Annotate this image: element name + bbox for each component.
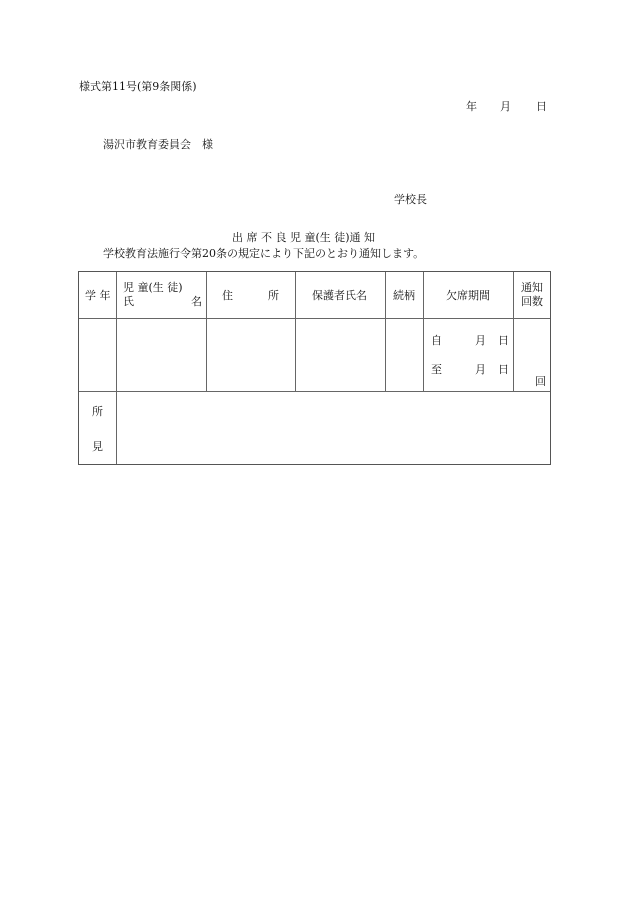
period-to-month: 月 xyxy=(475,363,486,376)
header-absence-period: 欠席期間 xyxy=(446,289,490,302)
intro-text: 学校教育法施行令第20条の規定により下記のとおり通知します。 xyxy=(103,247,425,260)
addressee: 湯沢市教育委員会 様 xyxy=(103,138,213,151)
count-unit: 回 xyxy=(535,375,546,388)
date-month: 月 xyxy=(500,100,511,113)
period-from-month: 月 xyxy=(475,334,486,347)
header-address-right: 所 xyxy=(268,289,279,302)
period-to: 至 xyxy=(431,363,442,376)
header-guardian: 保護者氏名 xyxy=(312,289,367,302)
col-divider xyxy=(295,272,296,392)
period-from: 自 xyxy=(431,334,442,347)
period-from-day: 日 xyxy=(498,334,509,347)
row-divider xyxy=(79,318,550,319)
col-divider xyxy=(423,272,424,392)
sender: 学校長 xyxy=(394,193,427,206)
header-name-line1: 児 童(生 徒) xyxy=(123,281,183,294)
form-number: 様式第11号(第9条関係) xyxy=(79,80,197,93)
col-divider xyxy=(513,272,514,392)
col-divider xyxy=(385,272,386,392)
header-name-left: 氏 xyxy=(123,295,134,308)
date-day: 日 xyxy=(536,100,547,113)
header-relation: 続柄 xyxy=(393,289,415,302)
header-name-right: 名 xyxy=(191,295,202,308)
col-divider xyxy=(206,272,207,392)
col-divider xyxy=(116,272,117,464)
remarks-label-1: 所 xyxy=(92,405,103,418)
document-title: 出 席 不 良 児 童(生 徒)通 知 xyxy=(232,231,376,244)
date-year: 年 xyxy=(466,100,477,113)
header-grade: 学 年 xyxy=(85,289,111,302)
remarks-label-2: 見 xyxy=(92,440,103,453)
header-address-left: 住 xyxy=(222,289,233,302)
header-notice-line2: 回数 xyxy=(521,295,543,308)
attendance-table xyxy=(78,271,551,465)
row-divider xyxy=(79,391,550,392)
header-notice-line1: 通知 xyxy=(521,281,543,294)
period-to-day: 日 xyxy=(498,363,509,376)
